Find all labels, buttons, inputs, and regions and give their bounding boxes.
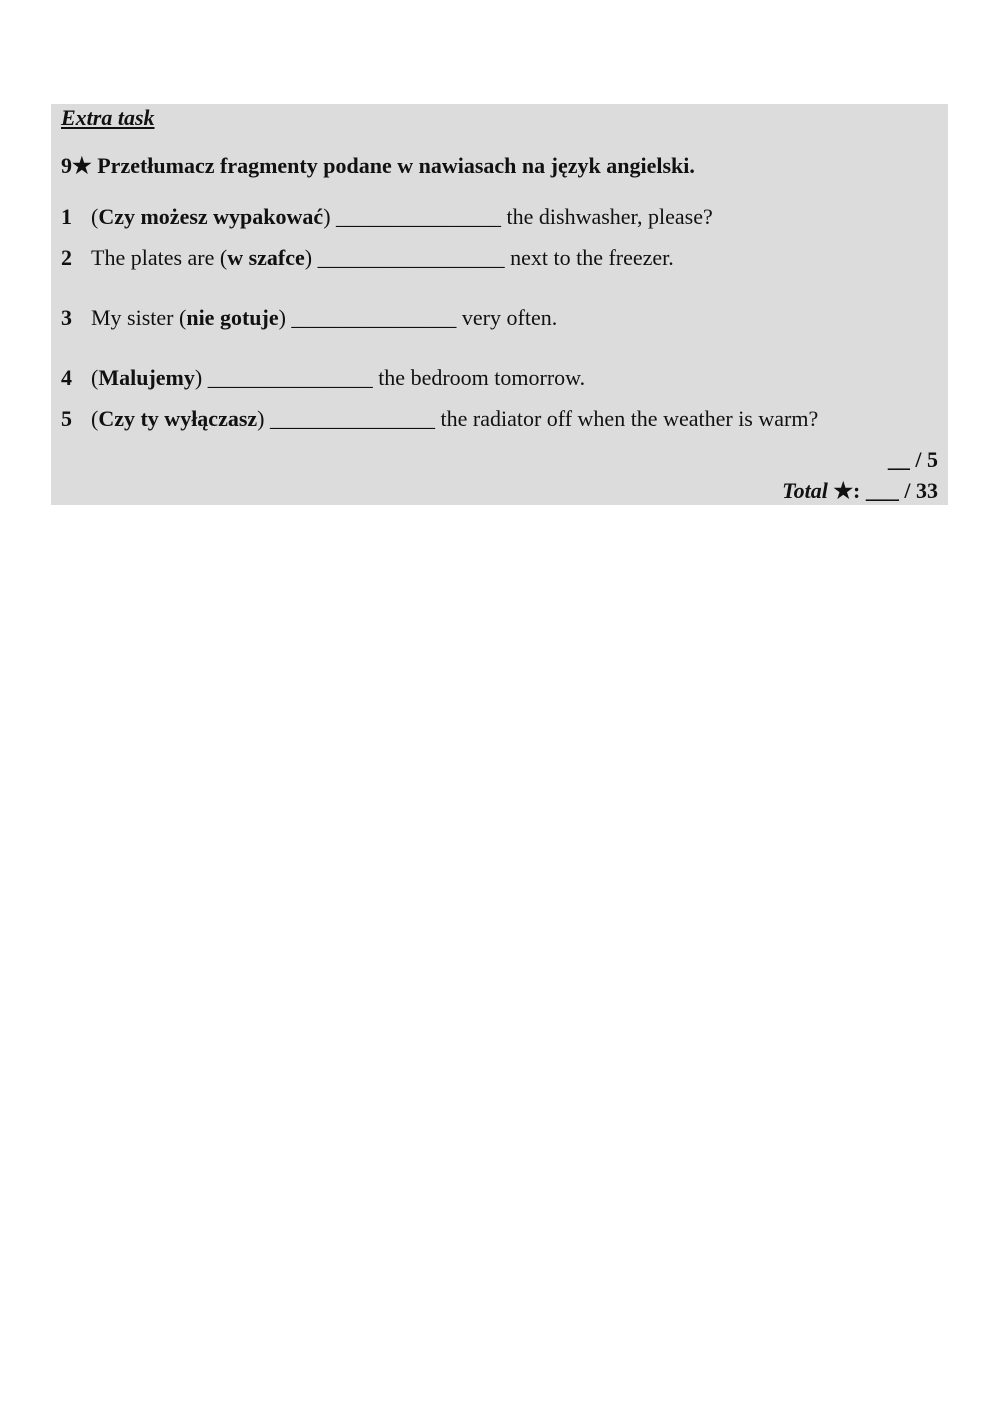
extra-task-box [51, 104, 948, 505]
item-text-before: The plates are [91, 245, 220, 270]
polish-phrase: Czy możesz wypakować [98, 204, 324, 229]
item-text-after: very often. [461, 305, 558, 330]
polish-phrase: Czy ty wyłączasz [98, 406, 258, 431]
polish-phrase: nie gotuje [186, 305, 279, 330]
answer-blank[interactable]: _________________ [317, 245, 505, 270]
exercise-item-3 [61, 304, 557, 332]
close-paren: ) [257, 406, 265, 431]
answer-blank[interactable]: _______________ [291, 305, 457, 330]
close-paren: ) [194, 365, 203, 390]
answer-blank[interactable]: _______________ [336, 204, 502, 229]
close-paren: ) [278, 305, 286, 330]
item-number: 5 [61, 406, 72, 431]
close-paren: ) [304, 245, 313, 270]
star-icon: ★ [833, 478, 854, 503]
item-number: 3 [61, 305, 72, 330]
exercise-item-5 [61, 405, 818, 433]
open-paren: ( [179, 305, 187, 330]
task-heading: Extra task [61, 105, 155, 130]
total-value: : ___ / 33 [853, 478, 938, 503]
item-text-after: the radiator off when the weather is warm? [440, 406, 819, 431]
item-number: 1 [61, 204, 72, 229]
item-number: 2 [61, 245, 72, 270]
exercise-item-2 [61, 244, 674, 272]
item-text-after: next to the freezer. [510, 245, 674, 270]
answer-blank[interactable]: _______________ [270, 406, 435, 431]
exercise-item-1 [61, 203, 713, 231]
open-paren: ( [91, 204, 99, 229]
polish-phrase: Malujemy [98, 365, 195, 390]
polish-phrase: w szafce [227, 245, 305, 270]
task-instruction [61, 152, 695, 180]
item-text-after: the dishwasher, please? [506, 204, 713, 229]
star-icon: ★ [72, 153, 92, 178]
instruction-text: Przetłumacz fragmenty podane w nawiasach na język angielski. [97, 153, 695, 178]
answer-blank[interactable]: _______________ [207, 365, 373, 390]
open-paren: ( [219, 245, 228, 270]
open-paren: ( [91, 406, 99, 431]
task-score: __ / 5 [887, 447, 938, 472]
total-score [782, 477, 938, 505]
total-label: Total [782, 478, 828, 503]
item-text-before: My sister [91, 305, 179, 330]
task-number: 9 [61, 153, 72, 178]
exercise-item-4 [61, 364, 585, 392]
open-paren: ( [91, 365, 99, 390]
item-number: 4 [61, 365, 72, 390]
close-paren: ) [323, 204, 331, 229]
item-text-after: the bedroom tomorrow. [378, 365, 586, 390]
